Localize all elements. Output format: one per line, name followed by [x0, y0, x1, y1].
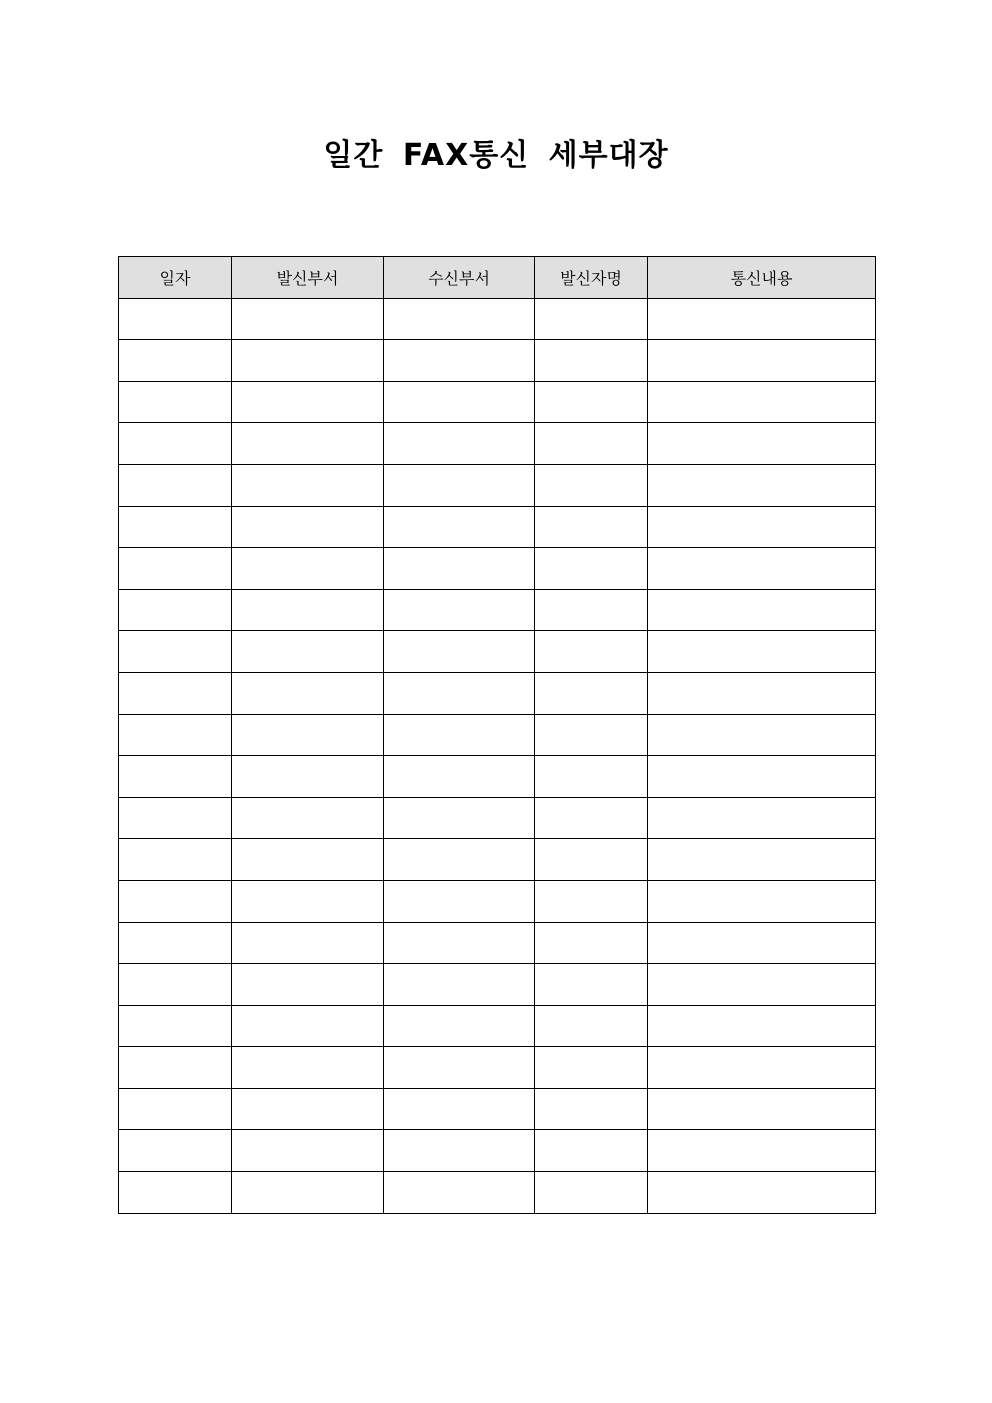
- cell-sending-dept[interactable]: [232, 589, 384, 631]
- fax-ledger-table: [118, 256, 876, 1214]
- table-row: [119, 1172, 876, 1214]
- cell-content[interactable]: [648, 464, 876, 506]
- cell-sender-name[interactable]: [535, 964, 648, 1006]
- cell-content[interactable]: [648, 1130, 876, 1172]
- table-row: [119, 922, 876, 964]
- table-row: [119, 423, 876, 465]
- page-title: 일간 FAX통신 세부대장: [323, 138, 669, 173]
- cell-receiving-dept[interactable]: [384, 964, 535, 1006]
- cell-sender-name[interactable]: [535, 1005, 648, 1047]
- cell-sender-name[interactable]: [535, 797, 648, 839]
- cell-receiving-dept[interactable]: [384, 714, 535, 756]
- cell-date[interactable]: [119, 298, 232, 340]
- header-row: [119, 257, 876, 299]
- table-row: [119, 880, 876, 922]
- cell-sending-dept[interactable]: [232, 714, 384, 756]
- cell-receiving-dept[interactable]: [384, 631, 535, 673]
- header-receiving-dept: 수신부서: [384, 257, 535, 299]
- header-content: 통신내용: [648, 257, 876, 299]
- cell-sender-name[interactable]: [535, 1172, 648, 1214]
- cell-date[interactable]: [119, 631, 232, 673]
- cell-receiving-dept[interactable]: [384, 756, 535, 798]
- cell-sending-dept[interactable]: [232, 298, 384, 340]
- cell-sending-dept[interactable]: [232, 1130, 384, 1172]
- cell-content[interactable]: [648, 880, 876, 922]
- cell-sender-name[interactable]: [535, 423, 648, 465]
- cell-receiving-dept[interactable]: [384, 464, 535, 506]
- cell-receiving-dept[interactable]: [384, 506, 535, 548]
- table-row: [119, 464, 876, 506]
- cell-date[interactable]: [119, 839, 232, 881]
- table-row: [119, 797, 876, 839]
- cell-date[interactable]: [119, 797, 232, 839]
- cell-receiving-dept[interactable]: [384, 589, 535, 631]
- cell-sending-dept[interactable]: [232, 1088, 384, 1130]
- cell-date[interactable]: [119, 1130, 232, 1172]
- cell-receiving-dept[interactable]: [384, 298, 535, 340]
- cell-sending-dept[interactable]: [232, 506, 384, 548]
- cell-sending-dept[interactable]: [232, 922, 384, 964]
- cell-receiving-dept[interactable]: [384, 839, 535, 881]
- cell-sending-dept[interactable]: [232, 839, 384, 881]
- cell-sender-name[interactable]: [535, 506, 648, 548]
- cell-content[interactable]: [648, 922, 876, 964]
- cell-date[interactable]: [119, 506, 232, 548]
- cell-receiving-dept[interactable]: [384, 922, 535, 964]
- cell-sender-name[interactable]: [535, 298, 648, 340]
- cell-sender-name[interactable]: [535, 464, 648, 506]
- cell-date[interactable]: [119, 672, 232, 714]
- cell-sending-dept[interactable]: [232, 880, 384, 922]
- cell-receiving-dept[interactable]: [384, 1130, 535, 1172]
- cell-receiving-dept[interactable]: [384, 1088, 535, 1130]
- cell-receiving-dept[interactable]: [384, 1005, 535, 1047]
- table-row: [119, 714, 876, 756]
- cell-receiving-dept[interactable]: [384, 340, 535, 382]
- cell-receiving-dept[interactable]: [384, 548, 535, 590]
- table-row: [119, 1130, 876, 1172]
- table-row: [119, 1005, 876, 1047]
- table-row: [119, 381, 876, 423]
- cell-sending-dept[interactable]: [232, 340, 384, 382]
- cell-date[interactable]: [119, 548, 232, 590]
- cell-receiving-dept[interactable]: [384, 1172, 535, 1214]
- cell-receiving-dept[interactable]: [384, 672, 535, 714]
- cell-date[interactable]: [119, 922, 232, 964]
- cell-sender-name[interactable]: [535, 1047, 648, 1089]
- table-row: [119, 1047, 876, 1089]
- cell-content[interactable]: [648, 1047, 876, 1089]
- cell-content[interactable]: [648, 298, 876, 340]
- table-row: [119, 548, 876, 590]
- table-row: [119, 589, 876, 631]
- table-row: [119, 964, 876, 1006]
- cell-date[interactable]: [119, 1005, 232, 1047]
- cell-content[interactable]: [648, 964, 876, 1006]
- cell-content[interactable]: [648, 839, 876, 881]
- cell-receiving-dept[interactable]: [384, 880, 535, 922]
- header-date: 일자: [119, 257, 232, 299]
- cell-content[interactable]: [648, 548, 876, 590]
- cell-sending-dept[interactable]: [232, 797, 384, 839]
- cell-content[interactable]: [648, 756, 876, 798]
- table-body: [119, 298, 876, 1213]
- cell-date[interactable]: [119, 464, 232, 506]
- cell-sender-name[interactable]: [535, 839, 648, 881]
- cell-content[interactable]: [648, 589, 876, 631]
- cell-receiving-dept[interactable]: [384, 423, 535, 465]
- cell-sending-dept[interactable]: [232, 381, 384, 423]
- cell-receiving-dept[interactable]: [384, 1047, 535, 1089]
- cell-sender-name[interactable]: [535, 714, 648, 756]
- cell-date[interactable]: [119, 589, 232, 631]
- cell-content[interactable]: [648, 714, 876, 756]
- cell-sending-dept[interactable]: [232, 672, 384, 714]
- cell-sender-name[interactable]: [535, 631, 648, 673]
- cell-content[interactable]: [648, 381, 876, 423]
- cell-sending-dept[interactable]: [232, 423, 384, 465]
- cell-content[interactable]: [648, 423, 876, 465]
- header-sending-dept: 발신부서: [232, 257, 384, 299]
- cell-content[interactable]: [648, 797, 876, 839]
- cell-sending-dept[interactable]: [232, 1005, 384, 1047]
- table-row: [119, 631, 876, 673]
- cell-date[interactable]: [119, 756, 232, 798]
- cell-sender-name[interactable]: [535, 756, 648, 798]
- cell-date[interactable]: [119, 964, 232, 1006]
- header-sender-name: 발신자명: [535, 257, 648, 299]
- cell-date[interactable]: [119, 880, 232, 922]
- cell-sending-dept[interactable]: [232, 464, 384, 506]
- cell-sending-dept[interactable]: [232, 548, 384, 590]
- cell-date[interactable]: [119, 381, 232, 423]
- cell-date[interactable]: [119, 423, 232, 465]
- cell-content[interactable]: [648, 1088, 876, 1130]
- table-row: [119, 506, 876, 548]
- cell-sending-dept[interactable]: [232, 631, 384, 673]
- table-row: [119, 756, 876, 798]
- table-row: [119, 672, 876, 714]
- cell-content[interactable]: [648, 506, 876, 548]
- cell-date[interactable]: [119, 340, 232, 382]
- cell-sender-name[interactable]: [535, 548, 648, 590]
- cell-sender-name[interactable]: [535, 589, 648, 631]
- cell-sender-name[interactable]: [535, 1088, 648, 1130]
- table-row: [119, 1088, 876, 1130]
- cell-sender-name[interactable]: [535, 880, 648, 922]
- cell-sender-name[interactable]: [535, 381, 648, 423]
- cell-content[interactable]: [648, 1172, 876, 1214]
- cell-date[interactable]: [119, 1047, 232, 1089]
- table-row: [119, 839, 876, 881]
- cell-receiving-dept[interactable]: [384, 797, 535, 839]
- table-row: [119, 298, 876, 340]
- cell-content[interactable]: [648, 672, 876, 714]
- cell-date[interactable]: [119, 714, 232, 756]
- cell-content[interactable]: [648, 631, 876, 673]
- cell-content[interactable]: [648, 1005, 876, 1047]
- cell-sending-dept[interactable]: [232, 1172, 384, 1214]
- cell-sender-name[interactable]: [535, 340, 648, 382]
- cell-receiving-dept[interactable]: [384, 381, 535, 423]
- cell-sending-dept[interactable]: [232, 964, 384, 1006]
- cell-sending-dept[interactable]: [232, 756, 384, 798]
- cell-sender-name[interactable]: [535, 922, 648, 964]
- table-row: [119, 340, 876, 382]
- cell-sender-name[interactable]: [535, 1130, 648, 1172]
- cell-date[interactable]: [119, 1172, 232, 1214]
- cell-content[interactable]: [648, 340, 876, 382]
- cell-date[interactable]: [119, 1088, 232, 1130]
- cell-sender-name[interactable]: [535, 672, 648, 714]
- cell-sending-dept[interactable]: [232, 1047, 384, 1089]
